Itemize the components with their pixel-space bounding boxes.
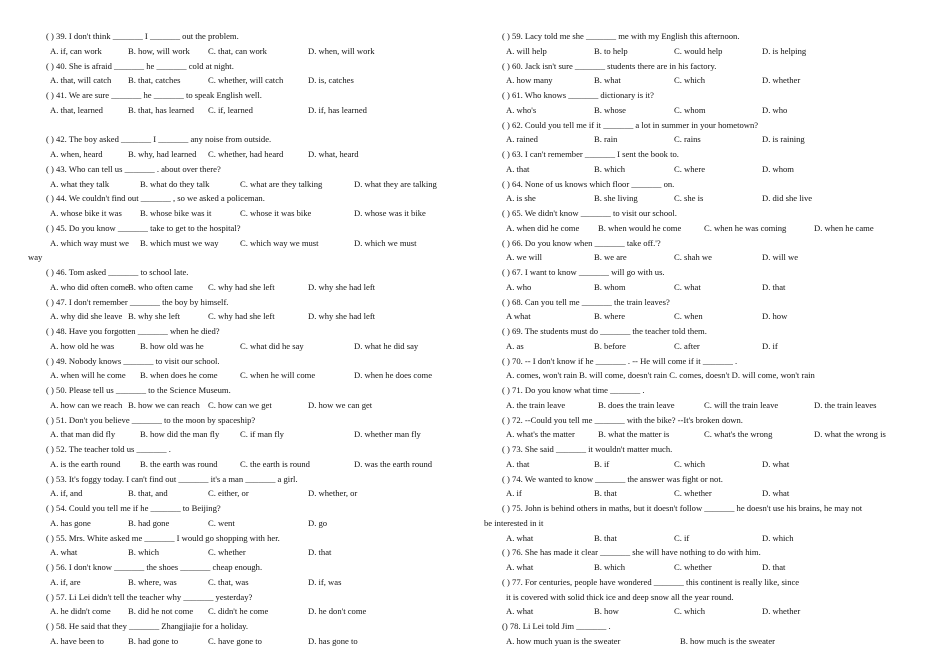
question-text: ( ) 43. Who can tell us _______ . about over there? [46, 163, 221, 174]
option-d: D. has gone to [308, 635, 358, 646]
option-b: B. that [594, 532, 617, 543]
option-a: A. if [506, 488, 522, 499]
option-d: D. whether [762, 606, 801, 617]
question-text: ( ) 69. The students must do _______ the teacher told them. [502, 326, 707, 336]
option-a: A. if, and [50, 488, 83, 499]
question-text: ( ) 46. Tom asked _______ to school late. [46, 267, 189, 277]
option-b: B. which must we way [140, 237, 219, 248]
option-c: C. if man fly [240, 429, 284, 440]
option-b: B. whose [594, 104, 626, 115]
option-a: A. that [506, 163, 530, 174]
left-column [28, 29, 473, 649]
option-c: C. if [674, 532, 690, 543]
option-d: D. what they are talking [354, 178, 437, 189]
options-row [484, 339, 929, 354]
option-a: A. when will he come [50, 370, 126, 381]
option-a: A. how much yuan is the sweater [506, 635, 621, 646]
option-line: A. comes, won't rain B. will come, doesn't rain C. comes, doesn't D. will come, won't rain [506, 370, 815, 381]
option-b: B. whom [594, 281, 626, 292]
question-text: ( ) 49. Nobody knows _______ to visit our school. [46, 355, 220, 366]
option-a: A. what's the matter [506, 429, 575, 440]
options-row [484, 486, 929, 501]
question-text: ( ) 59. Lacy told me she _______ me with my English this afternoon. [502, 31, 740, 41]
options-row [28, 236, 473, 251]
option-c: C. would help [674, 45, 723, 56]
question-text: ( ) 74. We wanted to know _______ the answer was fight or not. [502, 473, 723, 484]
option-b: B. where [594, 311, 626, 322]
option-c: C. whom [674, 104, 706, 115]
options-row [484, 427, 929, 442]
option-a: A. if, can work [50, 45, 102, 56]
question-text: ( ) 67. I want to know _______ will go with us. [502, 267, 665, 277]
option-c: C. the earth is round [240, 458, 310, 469]
option-c: C. when [674, 311, 703, 322]
option-a: A. which way must we [50, 237, 130, 248]
option-c: C. rains [674, 134, 701, 145]
options-row [484, 531, 929, 546]
option-a: A. is the earth round [50, 458, 121, 469]
option-c: C. why had she left [208, 281, 275, 292]
option-b: B. why she left [128, 311, 181, 322]
option-d: D. is helping [762, 45, 807, 56]
option-c: C. will the train leave [704, 399, 779, 410]
option-d: D. when, will work [308, 45, 375, 56]
option-a: A. who did often come [50, 281, 129, 292]
option-a: A. what [506, 562, 534, 572]
option-c: C. after [674, 340, 700, 351]
option-c: C. whether [674, 488, 712, 499]
option-d: D. what, heard [308, 149, 359, 159]
question-text: ( ) 62. Could you tell me if it _______ a lot in summer in your hometown? [502, 119, 759, 130]
option-b: B. had gone [128, 517, 170, 528]
right-column [484, 29, 929, 649]
question-continuation: it is covered with solid thick ice and deep snow all the year round. [506, 591, 734, 602]
option-c: C. what's the wrong [704, 429, 773, 440]
option-d: D. what [762, 488, 790, 499]
question-text: ( ) 57. Li Lei didn't tell the teacher why _______ yesterday? [46, 591, 253, 602]
option-b: B. who often came [128, 281, 193, 292]
option-b: B. whose bike was it [140, 208, 212, 218]
question-continuation: way [28, 252, 43, 263]
option-b: B. how [594, 606, 619, 617]
option-b: B. what do they talk [140, 178, 210, 189]
option-a: A. that man did fly [50, 429, 116, 440]
option-c: C. whether [208, 547, 246, 558]
options-row [484, 457, 929, 472]
option-a: A. has gone [50, 517, 91, 528]
option-c: C. when he was coming [704, 222, 787, 233]
option-d: D. why she had left [308, 311, 376, 322]
option-d: D. how [762, 311, 788, 322]
option-a: A. how many [506, 75, 553, 86]
question-text: ( ) 73. She said _______ it wouldn't matter much. [502, 444, 673, 454]
question-text: ( ) 45. Do you know _______ take to get to the hospital? [46, 222, 241, 233]
option-c: C. she is [674, 193, 704, 204]
question-text: () 78. Li Lei told Jim _______ . [502, 621, 611, 631]
option-a: A. as [506, 340, 524, 351]
option-b: B. how we can reach [128, 399, 200, 410]
options-row [28, 103, 473, 118]
option-c: C. which [674, 606, 706, 617]
option-b: B. how much is the sweater [680, 635, 775, 646]
question-text: ( ) 55. Mrs. White asked me _______ I would go shopping with her. [46, 532, 280, 543]
options-row [484, 191, 929, 206]
question-text: ( ) 66. Do you know when _______ take off.'? [502, 237, 661, 248]
option-a: A. what [506, 532, 534, 543]
options-row [28, 398, 473, 413]
option-c: C. which [674, 458, 706, 469]
options-row [28, 575, 473, 590]
question-text: ( ) 64. None of us knows which floor _______ on. [502, 178, 675, 189]
option-c: C. went [208, 517, 235, 528]
option-d: D. who [762, 104, 788, 115]
option-c: C. have gone to [208, 635, 262, 646]
option-a: A. why did she leave [50, 311, 123, 322]
option-c: C. whose it was bike [240, 208, 312, 218]
spacer [28, 118, 473, 133]
options-row [484, 162, 929, 177]
option-b: B. that, and [128, 488, 168, 499]
option-a: A. have been to [50, 635, 104, 646]
question-text: ( ) 51. Don't you believe _______ to the moon by spaceship? [46, 414, 256, 425]
option-b: B. which [594, 163, 626, 174]
options-row [28, 516, 473, 531]
option-c: C. that, was [208, 576, 249, 587]
option-b: B. what [594, 75, 621, 86]
option-b: B. the earth was round [140, 458, 218, 469]
option-b: B. when would he come [598, 222, 682, 233]
option-b: B. she living [594, 193, 638, 204]
options-row [484, 44, 929, 59]
option-b: B. how did the man fly [140, 429, 220, 440]
option-a: A. when, heard [50, 149, 103, 159]
options-row [28, 457, 473, 472]
question-text: ( ) 42. The boy asked _______ I _______ any noise from outside. [46, 134, 272, 145]
option-b: B. which [128, 547, 160, 558]
options-row [28, 206, 473, 221]
question-text: ( ) 60. Jack isn't sure _______ students there are in his factory. [502, 60, 717, 71]
option-c: C. what did he say [240, 340, 304, 351]
option-c: C. shah we [674, 252, 712, 263]
option-d: D. is raining [762, 134, 805, 145]
option-c: C. what are they talking [240, 178, 323, 189]
option-d: D. which [762, 532, 794, 543]
option-c: C. which way we must [240, 237, 319, 248]
options-row [484, 309, 929, 324]
options-row [28, 604, 473, 619]
options-row [28, 44, 473, 59]
option-a: A. that [506, 458, 530, 469]
options-row [28, 634, 473, 649]
question-text: ( ) 47. I don't remember _______ the boy by himself. [46, 296, 229, 307]
option-b: B. how old was he [140, 340, 204, 351]
option-a: A. the train leave [506, 399, 566, 410]
question-text: ( ) 61. Who knows _______ dictionary is it? [502, 90, 654, 100]
options-row [484, 132, 929, 147]
option-b: B. how, will work [128, 45, 190, 56]
option-d: D. did she live [762, 193, 813, 204]
option-d: D. why she had left [308, 281, 376, 292]
options-row [484, 103, 929, 118]
question-text: ( ) 65. We didn't know _______ to visit our school. [502, 208, 677, 218]
option-c: C. whether [674, 562, 712, 572]
option-b: B. that, catches [128, 75, 181, 86]
option-a: A. whose bike it was [50, 208, 122, 218]
option-d: D. whether [762, 75, 801, 86]
option-a: A. how can we reach [50, 399, 123, 410]
question-text: ( ) 75. John is behind others in maths, but it doesn't follow _______ he doesn't use his brains, he may not [502, 503, 863, 513]
option-c: C. that, can work [208, 45, 267, 56]
option-a: A. what they talk [50, 178, 110, 189]
option-a: A. will help [506, 45, 547, 56]
question-text: ( ) 41. We are sure _______ he _______ to speak English well. [46, 90, 262, 100]
question-text: ( ) 52. The teacher told us _______ . [46, 444, 171, 454]
option-d: D. what the wrong is [814, 429, 886, 440]
option-c: C. why had she left [208, 311, 275, 322]
option-d: D. will we [762, 252, 799, 263]
options-row [484, 280, 929, 295]
question-text: ( ) 68. Can you tell me _______ the train leaves? [502, 296, 670, 307]
option-a: A. what [506, 606, 534, 617]
question-text: ( ) 44. We couldn't find out _______ , so we asked a policeman. [46, 193, 265, 204]
option-d: D. what he did say [354, 340, 419, 351]
option-d: D. whose was it bike [354, 208, 426, 218]
option-a: A. rained [506, 134, 538, 145]
option-b: B. before [594, 340, 626, 351]
options-row [28, 280, 473, 295]
options-row [484, 560, 929, 575]
question-continuation: be interested in it [484, 517, 544, 528]
option-d: D. which we must [354, 237, 417, 248]
options-row [28, 309, 473, 324]
options-row [28, 147, 473, 162]
option-a: A. if, are [50, 576, 81, 587]
options-row [28, 177, 473, 192]
option-d: D. that [762, 281, 786, 292]
option-c: C. where [674, 163, 706, 174]
option-d: D. whether man fly [354, 429, 421, 440]
question-text: ( ) 70. -- I don't know if he _______ . -- He will come if it _______ . [502, 355, 738, 366]
option-c: C. didn't he come [208, 606, 269, 617]
options-row [28, 368, 473, 383]
option-a: A. how old he was [50, 340, 115, 351]
options-row [28, 339, 473, 354]
option-b: B. where, was [128, 576, 177, 587]
options-row [28, 545, 473, 560]
option-a: A. that, will catch [50, 75, 112, 86]
option-b: B. if [594, 458, 610, 469]
options-row [484, 604, 929, 619]
option-c: C. either, or [208, 488, 249, 499]
option-b: B. rain [594, 134, 618, 145]
option-d: D. that [762, 562, 786, 572]
option-c: C. which [674, 75, 706, 86]
option-a: A. when did he come [506, 222, 580, 233]
option-b: B. that, has learned [128, 104, 195, 115]
option-d: D. that [308, 547, 332, 558]
option-d: D. if, was [308, 576, 342, 587]
option-c: C. what [674, 281, 701, 292]
question-text: ( ) 40. She is afraid _______ he _______ cold at night. [46, 60, 234, 71]
option-d: D. when he came [814, 222, 874, 233]
question-text: ( ) 71. Do you know what time _______ . [502, 385, 645, 395]
option-b: B. which [594, 562, 626, 572]
options-row [28, 73, 473, 88]
option-d: D. whether, or [308, 488, 358, 499]
options-row [484, 398, 929, 413]
option-c: C. whether, will catch [208, 75, 284, 86]
options-row [484, 634, 929, 649]
option-c: C. when he will come [240, 370, 316, 381]
question-text: ( ) 58. He said that they _______ Zhangjiajie for a holiday. [46, 621, 249, 631]
option-d: D. what [762, 458, 790, 469]
option-b: B. does the train leave [598, 399, 675, 410]
option-c: C. whether, had heard [208, 149, 284, 159]
question-text: ( ) 53. It's foggy today. I can't find out _______ it's a man _______ a girl. [46, 473, 298, 484]
question-text: ( ) 72. --Could you tell me _______ with the bike? --It's broken down. [502, 414, 743, 425]
option-a: A. who's [506, 104, 537, 115]
option-b: B. to help [594, 45, 628, 56]
question-text: ( ) 76. She has made it clear _______ she will have nothing to do with him. [502, 547, 761, 558]
option-d: D. go [308, 517, 328, 528]
question-text: ( ) 54. Could you tell me if he _______ to Beijing? [46, 503, 221, 513]
option-d: D. how we can get [308, 399, 373, 410]
option-c: C. if, learned [208, 104, 253, 115]
option-b: B. that [594, 488, 617, 499]
option-a: A what [506, 311, 531, 322]
question-text: ( ) 63. I can't remember _______ I sent the book to. [502, 149, 679, 159]
option-d: D. if, has learned [308, 104, 367, 115]
options-row [484, 250, 929, 265]
option-d: D. when he does come [354, 370, 433, 381]
option-a: A. he didn't come [50, 606, 111, 617]
option-a: A. who [506, 281, 532, 292]
options-row [484, 73, 929, 88]
option-b: B. when does he come [140, 370, 218, 381]
options-row [28, 427, 473, 442]
question-text: ( ) 56. I don't know _______ the shoes _______ cheap enough. [46, 562, 263, 572]
option-d: D. the train leaves [814, 399, 877, 410]
question-text: ( ) 77. For centuries, people have wondered _______ this continent is really like, since [502, 576, 800, 587]
option-b: B. had gone to [128, 635, 179, 646]
option-d: D. whom [762, 163, 794, 174]
option-d: D. was the earth round [354, 458, 433, 469]
option-b: B. what the matter is [598, 429, 670, 440]
option-a: A. what [50, 547, 78, 558]
option-b: B. did he not come [128, 606, 194, 617]
options-row [484, 221, 929, 236]
option-d: D. is, catches [308, 75, 354, 86]
option-d: D. he don't come [308, 606, 367, 617]
question-text: ( ) 50. Please tell us _______ to the Science Museum. [46, 385, 231, 395]
question-text: ( ) 39. I don't think _______ I _______ out the problem. [46, 31, 239, 41]
option-d: D. if [762, 340, 778, 351]
options-row [28, 486, 473, 501]
option-a: A. we will [506, 252, 543, 263]
option-c: C. how can we get [208, 399, 272, 410]
option-b: B. why, had learned [128, 149, 197, 159]
option-a: A. is she [506, 193, 536, 204]
question-text: ( ) 48. Have you forgotten _______ when he died? [46, 326, 220, 336]
option-a: A. that, learned [50, 104, 103, 115]
option-b: B. we are [594, 252, 627, 263]
